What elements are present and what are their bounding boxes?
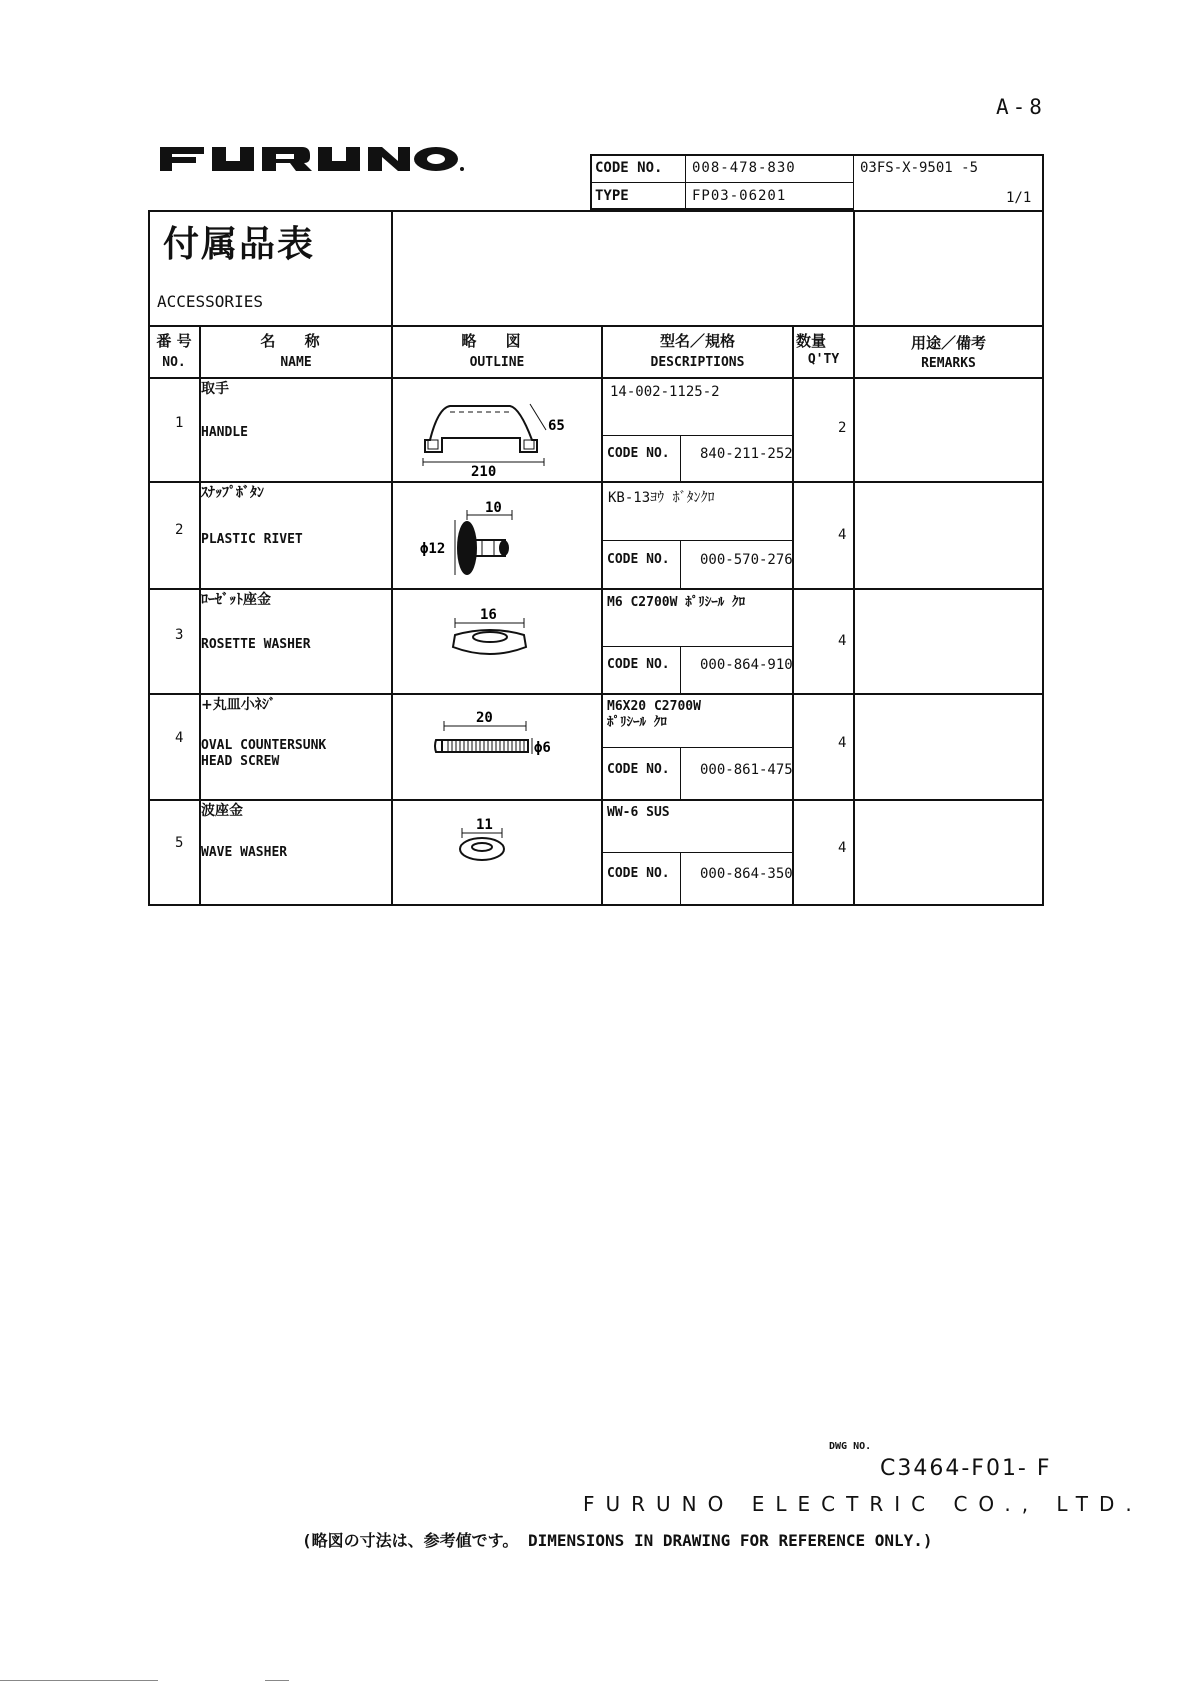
item-code-label: CODE NO. — [607, 762, 670, 777]
dim-label: 210 — [471, 464, 497, 478]
rivet-outline-icon — [420, 498, 540, 578]
col-remarks-jp: 用途／備考 — [910, 334, 986, 352]
furuno-logo — [160, 145, 465, 173]
dim-label: 65 — [548, 418, 565, 434]
dim-label: 16 — [480, 607, 497, 623]
item-no: 1 — [175, 415, 184, 431]
item-code: 000-864-350 — [700, 866, 793, 882]
dim-label: ϕ12 — [420, 541, 446, 557]
col-desc-jp: 型名／規格 — [659, 332, 735, 350]
item-name-en: WAVE WASHER — [201, 845, 288, 860]
item-desc: M6X20 C2700W — [607, 699, 701, 714]
logo-text: FURUNO — [160, 172, 164, 173]
item-code: 000-864-910 — [700, 657, 793, 673]
col-qty-en: Q'TY — [807, 352, 840, 367]
col-qty-jp: 数量 — [796, 332, 827, 350]
item-no: 3 — [175, 627, 184, 643]
item-name-en2: HEAD SCREW — [201, 754, 280, 769]
handle-outline-icon — [420, 398, 590, 478]
item-name-jp: +丸皿小ﾈｼﾞ — [201, 697, 276, 713]
col-remarks-en: REMARKS — [921, 356, 976, 371]
sheet-number: 1/1 — [1006, 190, 1032, 206]
title-en: ACCESSORIES — [157, 292, 263, 311]
item-desc: KB-13ﾖｳ ﾎﾞﾀﾝｸﾛ — [608, 490, 715, 506]
item-name-jp: 取手 — [201, 381, 229, 397]
dim-label: 11 — [476, 817, 493, 833]
doc-number: 03FS-X-9501 -5 — [860, 160, 979, 176]
dim-label: 20 — [476, 710, 493, 726]
item-no: 4 — [175, 730, 184, 746]
col-desc-en: DESCRIPTIONS — [650, 355, 745, 370]
dim-label: 10 — [485, 500, 502, 516]
item-code-label: CODE NO. — [607, 866, 670, 881]
item-no: 2 — [175, 522, 184, 538]
item-desc2: ﾎﾟﾘｼｰﾙ ｸﾛ — [607, 715, 667, 730]
item-code: 840-211-252 — [700, 446, 793, 462]
code-no-label: CODE NO. — [595, 160, 663, 176]
col-no-jp: 番 号 — [156, 332, 192, 350]
dwg-label: DWG NO. — [829, 1441, 872, 1452]
item-name-jp: ｽﾅｯﾌﾟﾎﾞﾀﾝ — [201, 485, 264, 501]
dim-label: ϕ6 — [534, 740, 551, 756]
item-code: 000-570-276 — [700, 552, 793, 568]
item-no: 5 — [175, 835, 184, 851]
col-name-jp: 名 称 — [260, 332, 332, 350]
rosette-washer-icon — [450, 605, 540, 675]
item-name-en: HANDLE — [201, 425, 248, 440]
wave-washer-icon — [458, 815, 528, 865]
footer-company: FURUNO ELECTRIC CO., LTD. — [583, 1492, 1143, 1516]
item-desc: 14-002-1125-2 — [610, 384, 720, 400]
type-label: TYPE — [595, 188, 629, 204]
item-name-jp: ﾛｰｾﾞｯﾄ座金 — [201, 592, 271, 608]
item-name-en: ROSETTE WASHER — [201, 637, 311, 652]
dwg-number: C3464-F01- F — [880, 1456, 1052, 1481]
col-outline-jp: 略 図 — [461, 332, 533, 350]
item-code: 000-861-475 — [700, 762, 793, 778]
code-no-value: 008-478-830 — [692, 160, 796, 176]
item-qty: 4 — [838, 735, 847, 751]
page-label: A-8 — [996, 95, 1046, 119]
item-name-en: PLASTIC RIVET — [201, 532, 303, 547]
item-code-label: CODE NO. — [607, 657, 670, 672]
item-desc: M6 C2700W ﾎﾟﾘｼｰﾙ ｸﾛ — [607, 595, 746, 610]
item-name-jp: 波座金 — [201, 803, 243, 819]
col-no-en: NO. — [162, 355, 186, 370]
item-qty: 2 — [838, 420, 847, 436]
item-qty: 4 — [838, 840, 847, 856]
item-qty: 4 — [838, 633, 847, 649]
item-qty: 4 — [838, 527, 847, 543]
item-code-label: CODE NO. — [607, 552, 670, 567]
item-name-en: OVAL COUNTERSUNK — [201, 738, 327, 753]
item-code-label: CODE NO. — [607, 446, 670, 461]
title-jp: 付属品表 — [163, 224, 316, 265]
col-name-en: NAME — [280, 355, 312, 370]
screw-outline-icon — [434, 708, 574, 758]
type-value: FP03-06201 — [692, 188, 787, 204]
item-desc: WW-6 SUS — [607, 805, 670, 820]
col-outline-en: OUTLINE — [469, 355, 525, 370]
footer-note: (略図の寸法は、参考値です。 DIMENSIONS IN DRAWING FOR REFERENCE ONLY.) — [302, 1531, 933, 1550]
